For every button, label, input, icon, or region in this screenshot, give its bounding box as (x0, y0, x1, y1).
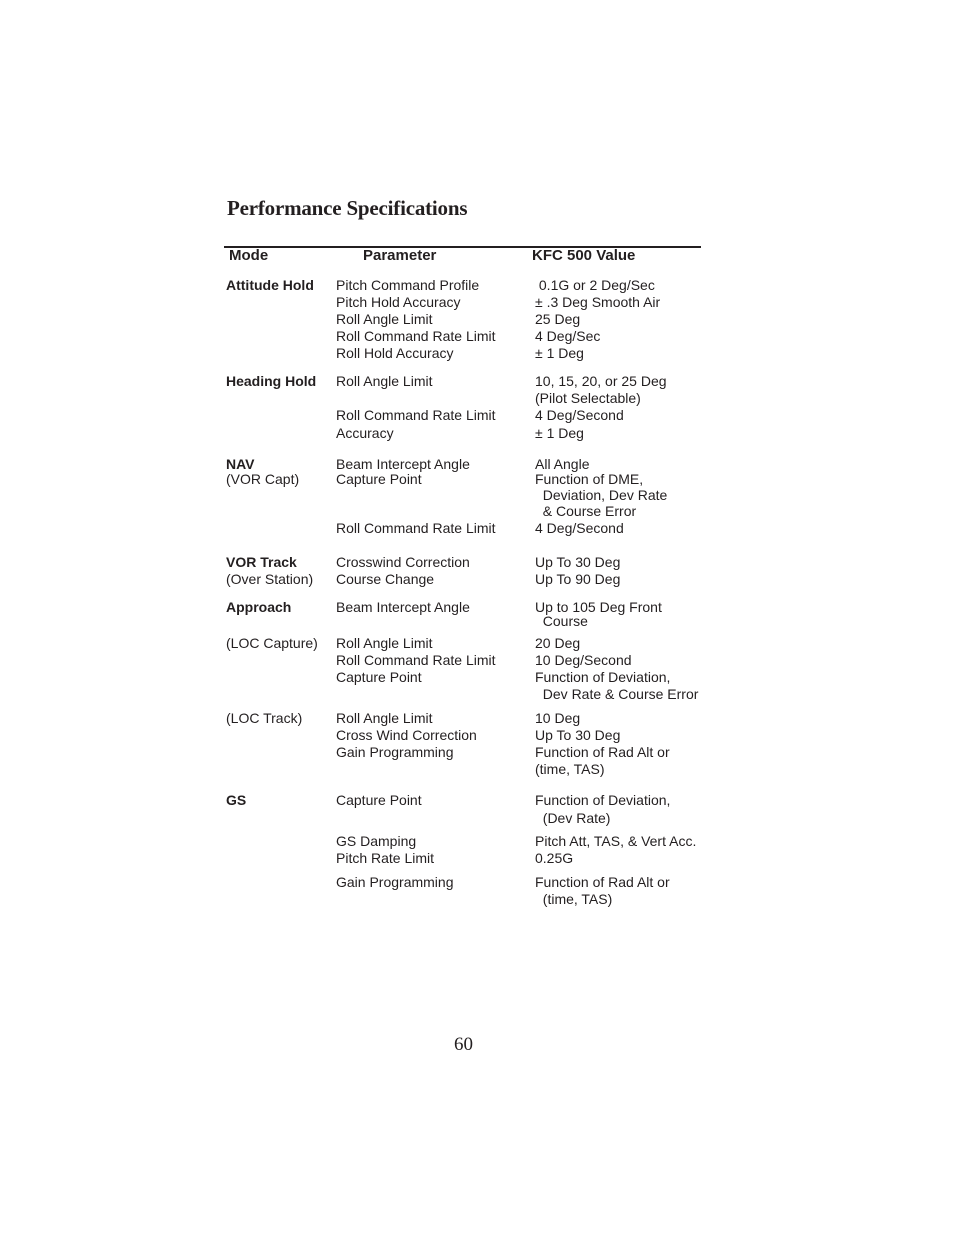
value-cell: Deviation, Dev Rate (535, 487, 668, 503)
parameter-cell: GS Damping (336, 833, 417, 849)
value-cell: (Pilot Selectable) (535, 390, 641, 406)
page-number: 60 (454, 1034, 473, 1055)
parameter-cell: Pitch Command Profile (336, 277, 480, 293)
value-cell: 20 Deg (535, 635, 581, 651)
parameter-cell: Capture Point (336, 792, 422, 808)
value-cell: Function of DME, (535, 471, 644, 487)
column-header-parameter: Parameter (363, 247, 437, 264)
value-cell: Function of Rad Alt or (535, 744, 670, 760)
value-cell: ± 1 Deg (535, 425, 584, 441)
value-cell: Up To 90 Deg (535, 571, 621, 587)
mode-cell: (LOC Track) (226, 710, 303, 726)
parameter-cell: Accuracy (336, 425, 394, 441)
value-cell: Function of Deviation, (535, 792, 671, 808)
column-header-mode: Mode (229, 247, 269, 264)
parameter-cell: Roll Command Rate Limit (336, 652, 496, 668)
value-cell: 10 Deg (535, 710, 581, 726)
value-cell: Dev Rate & Course Error (535, 686, 699, 702)
parameter-cell: Roll Command Rate Limit (336, 407, 496, 423)
value-cell: (time, TAS) (535, 761, 605, 777)
mode-cell: Attitude Hold (226, 277, 314, 293)
mode-cell: Approach (226, 599, 292, 615)
parameter-cell: Gain Programming (336, 744, 454, 760)
mode-cell: (LOC Capture) (226, 635, 318, 651)
column-header-value: KFC 500 Value (532, 247, 636, 264)
parameter-cell: Capture Point (336, 669, 422, 685)
value-cell: Function of Deviation, (535, 669, 671, 685)
parameter-cell: Gain Programming (336, 874, 454, 890)
value-cell: Up To 30 Deg (535, 554, 621, 570)
parameter-cell: Roll Hold Accuracy (336, 345, 454, 361)
value-cell: Pitch Att, TAS, & Vert Acc. (535, 833, 697, 849)
value-cell: 25 Deg (535, 311, 581, 327)
parameter-cell: Pitch Rate Limit (336, 850, 435, 866)
parameter-cell: Roll Angle Limit (336, 710, 433, 726)
parameter-cell: Roll Command Rate Limit (336, 520, 496, 536)
parameter-cell: Course Change (336, 571, 435, 587)
parameter-cell: Roll Angle Limit (336, 373, 433, 389)
mode-cell: GS (226, 792, 247, 808)
value-cell: All Angle (535, 456, 590, 472)
value-cell: 0.25G (535, 850, 574, 866)
parameter-cell: Roll Angle Limit (336, 311, 433, 327)
value-cell: ± .3 Deg Smooth Air (535, 294, 661, 310)
value-cell: Up to 105 Deg Front (535, 599, 662, 615)
value-cell: (time, TAS) (535, 891, 613, 907)
value-cell: 4 Deg/Second (535, 407, 624, 423)
value-cell: 4 Deg/Sec (535, 328, 601, 344)
value-cell: 10, 15, 20, or 25 Deg (535, 373, 667, 389)
parameter-cell: Pitch Hold Accuracy (336, 294, 461, 310)
value-cell: Course (535, 613, 588, 629)
parameter-cell: Beam Intercept Angle (336, 456, 470, 472)
parameter-cell: Beam Intercept Angle (336, 599, 470, 615)
value-cell: (Dev Rate) (535, 810, 611, 826)
value-cell: 10 Deg/Second (535, 652, 632, 668)
page-title: Performance Specifications (227, 196, 468, 220)
value-cell: Function of Rad Alt or (535, 874, 670, 890)
parameter-cell: Roll Command Rate Limit (336, 328, 496, 344)
parameter-cell: Capture Point (336, 471, 422, 487)
mode-cell: Heading Hold (226, 373, 317, 389)
parameter-cell: Roll Angle Limit (336, 635, 433, 651)
mode-cell: NAV (226, 456, 255, 472)
mode-cell: (Over Station) (226, 571, 314, 587)
mode-cell: (VOR Capt) (226, 471, 300, 487)
value-cell: & Course Error (535, 503, 637, 519)
value-cell: 0.1G or 2 Deg/Sec (535, 277, 655, 293)
value-cell: ± 1 Deg (535, 345, 584, 361)
parameter-cell: Crosswind Correction (336, 554, 470, 570)
value-cell: Up To 30 Deg (535, 727, 621, 743)
parameter-cell: Cross Wind Correction (336, 727, 477, 743)
value-cell: 4 Deg/Second (535, 520, 624, 536)
mode-cell: VOR Track (226, 554, 297, 570)
